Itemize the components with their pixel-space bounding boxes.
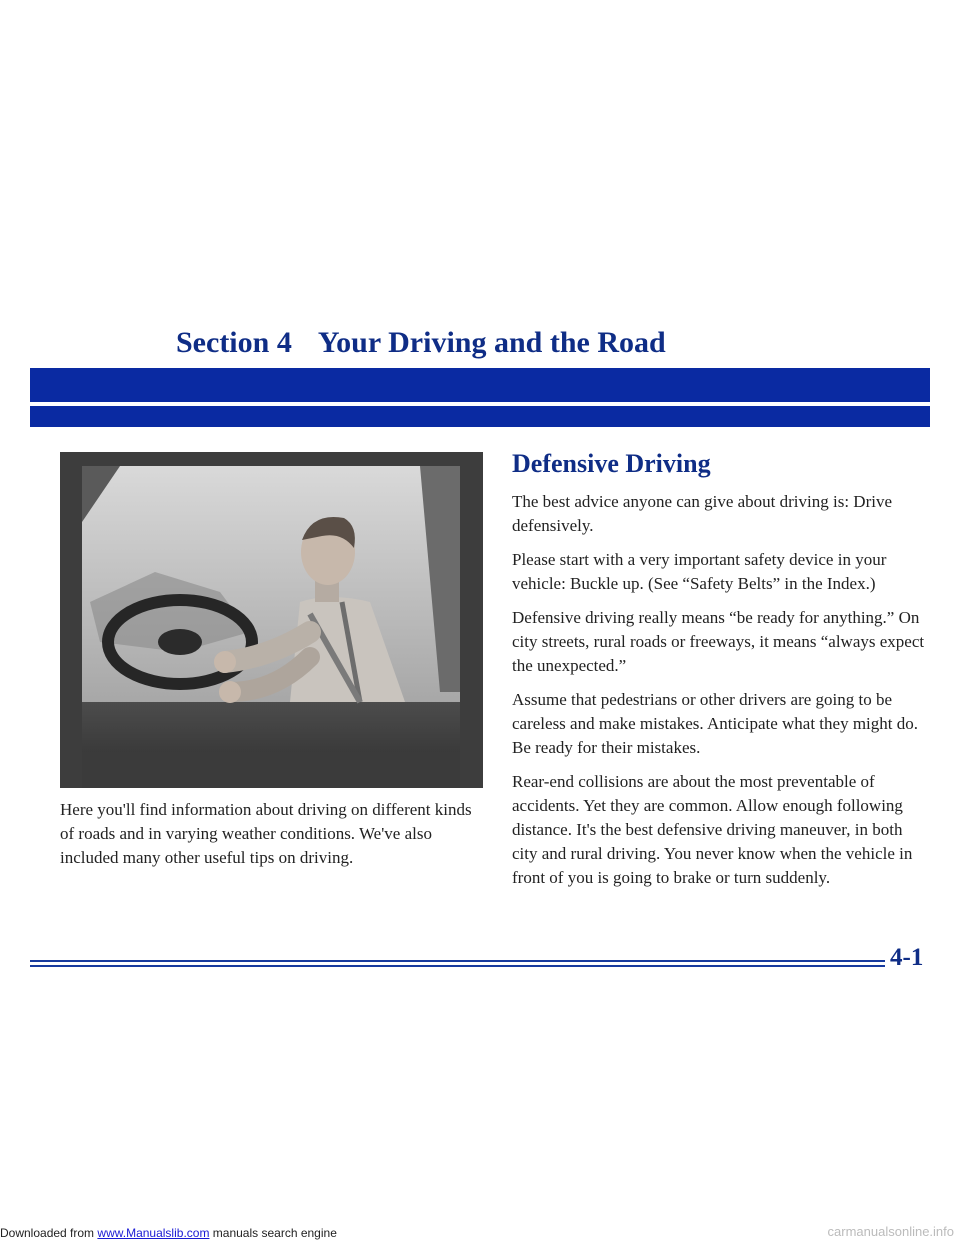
page-title (176, 326, 666, 360)
download-note (0, 1226, 337, 1240)
footer-rule (30, 965, 885, 967)
page-number: 4-1 (890, 944, 924, 971)
header-band-top (30, 368, 930, 402)
download-prefix: Downloaded from (0, 1226, 95, 1240)
manualslib-link[interactable]: www.Manualslib.com (97, 1226, 210, 1240)
section-label: Section 4 (176, 326, 292, 359)
driver-illustration-icon (60, 452, 483, 788)
section-heading: Defensive Driving (512, 449, 711, 478)
download-suffix: manuals search engine (209, 1226, 337, 1240)
footer-rule (30, 960, 885, 962)
watermark: carmanualsonline.info (827, 1224, 954, 1239)
paragraph: Defensive driving really means “be ready for anything.” On city streets, rural roads or freeways, it means “always expect the unexpected.” (512, 608, 925, 675)
paragraph: The best advice anyone can give about driving is: Drive defensively. (512, 492, 893, 535)
header-band-bottom (30, 406, 930, 427)
paragraph: Assume that pedestrians or other drivers are going to be careless and make mistakes. Anticipate what they might do. Be ready for their mistakes. (512, 690, 918, 757)
driver-illustration (60, 452, 483, 788)
intro-caption: Here you'll find information about driving on different kinds of roads and in varying weather conditions. We've also included many other useful tips on driving. (60, 800, 472, 867)
paragraph: Rear-end collisions are about the most preventable of accidents. Yet they are common. Allow enough following distance. It's the best defensive driving maneuver, in both city and rural driving. You never know when the vehicle in front of you is going to brake or turn suddenly. (512, 772, 913, 887)
paragraph: Please start with a very important safety device in your vehicle: Buckle up. (See “Safety Belts” in the Index.) (512, 550, 887, 593)
section-title: Your Driving and the Road (317, 326, 666, 359)
defensive-driving-section (512, 448, 927, 900)
